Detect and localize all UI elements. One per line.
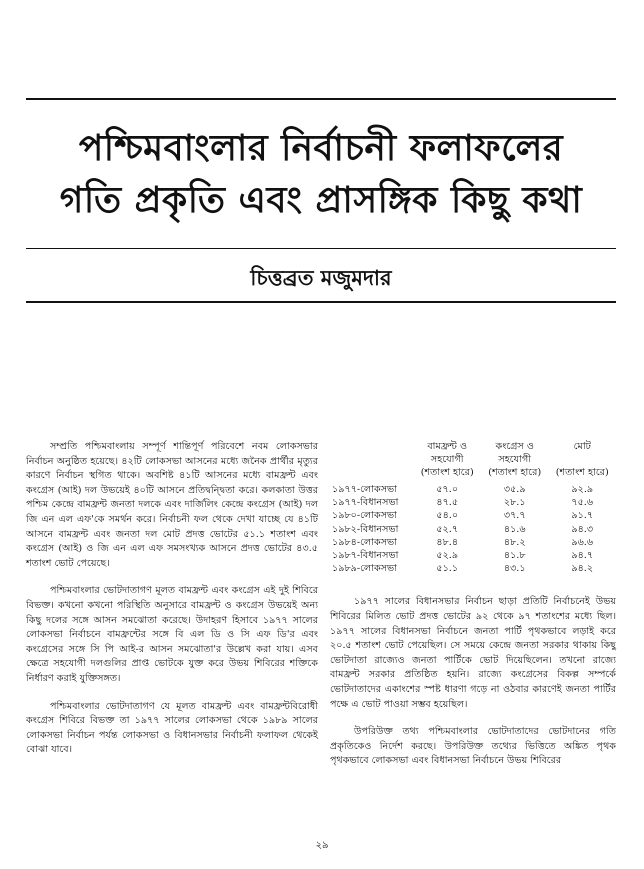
table-cell: ৯৬.৬ [571, 536, 594, 548]
table-row [330, 549, 616, 562]
right-column [330, 440, 616, 782]
top-rule [26, 98, 616, 100]
table-row [330, 562, 616, 575]
table-row [330, 483, 616, 496]
table-header-total: মোট (শতাংশ হারে) [555, 441, 609, 478]
table-cell: ৫৪.০ [436, 510, 459, 522]
table-row-label: ১৯৮৪-লোকসভা [332, 536, 397, 548]
table-cell: ২৮.১ [503, 497, 526, 509]
table-row-label: ১৯৮২-বিধানসভা [332, 523, 399, 535]
table-row [330, 536, 616, 549]
table-cell: ৪১.৬ [503, 523, 526, 535]
table-row [330, 496, 616, 509]
table-cell: ৩৫.৯ [503, 484, 526, 495]
left-paragraph: সম্প্রতি পশ্চিমবাংলায় সম্পূর্ণ শান্তিপূর্ণ পরিবেশে নবম লোকসভার নির্বাচন অনুষ্ঠিত হয়েছে। ৪২টি লোকসভা আসনের মধ্যে জনৈক প্রার্থীর মৃত্যুর কারণে নির্বাচন স্থগিত থাকে। অবশিষ্ট ৪১টি আসনের মধ্যে বামফ্রন্ট এবং কংগ্রেস (আই) দল উভয়েই ৪০টি আসনে প্রতিদ্বন্দ্বিতা করে। কলকাতা উত্তর পশ্চিম কেন্দ্রে বামফ্রন্ট জনতা দলকে এবং দার্জিলিং কেন্দ্রে কংগ্রেস (আই) দল জি এন এল এফ'কে সমর্থন করে। নির্বাচনী ফল থেকে দেখা যাচ্ছে যে ৪১টি আসনে বামফ্রন্ট এবং জনতা দল মোট প্রদত্ত ভোটের ৫১.১ শতাংশ এবং কংগ্রেস (আই) ও জি এন এল এফ সমসংখ্যক আসনে প্রদত্ত ভোটের ৪৩.৫ শতাংশ ভোট পেয়েছে। [26, 441, 318, 569]
table-cell: ৭৫.৬ [571, 497, 594, 509]
article-title [26, 122, 616, 226]
table-row [330, 509, 616, 522]
table-cell: ৪৮.২ [503, 536, 526, 548]
table-cell: ৫৭.০ [436, 484, 459, 495]
title-line-2: গতি প্রকৃতি এবং প্রাসঙ্গিক কিছু কথা [59, 179, 583, 221]
right-paragraph: ১৯৭৭ সালের বিধানসভার নির্বাচন ছাড়া প্রতিটি নির্বাচনেই উভয় শিবিরের মিলিত ভোট প্রদত্ত ভোটের ৯২ থেকে ৯৭ শতাংশের মধ্যে ছিল। ১৯৭৭ সালের বিধানসভা নির্বাচনে জনতা পার্টি পৃথকভাবে লড়াই করে ২০.৫ শতাংশ ভোট পেয়েছিল। সে সময়ে কেন্দ্রে জনতা সরকার থাকায় কিছু ভোটদাতা রাজ্যেও জনতা পার্টিকে ভোট দিয়েছিলেন। তখনো রাজ্যে বামফ্রন্ট সরকার প্রতিষ্ঠিত হয়নি। রাজ্যে কংগ্রেসের বিকল্প সম্পর্কে ভোটদাতাদের একাংশের স্পষ্ট ধারণা গড়ে না ওঠবার কারণেই জনতা পার্টির পক্ষে এ ভোট পাওয়া সম্ভব হয়েছিল। [330, 596, 616, 710]
table-row-label: ১৯৮৯-লোকসভা [332, 563, 397, 575]
table-header-row [330, 440, 616, 483]
table-cell: ৪৩.১ [503, 563, 526, 575]
right-paragraph: উপরিউক্ত তথ্য পশ্চিমবাংলার ভোটদাতাদের ভোটদানের গতি প্রকৃতিকেও নির্দেশ করছে। উপরিউক্ত তথ্যের ভিত্তিতে অঙ্কিত পৃথক পৃথকভাবে লোকসভা এবং বিধানসভা নির্বাচনে উভয় শিবিরের [330, 726, 616, 767]
table-header-blank [330, 440, 413, 483]
left-paragraph: পশ্চিমবাংলার ভোটদাতাগণ যে মূলত বামফ্রন্ট এবং বামফ্রন্টবিরোধী কংগ্রেস শিবিরে বিভক্ত তা ১৯৭৭ সালের লোকসভা থেকে ১৯৮৯ সালের লোকসভা নির্বাচন পর্যন্ত লোকসভা ও বিধানসভার নির্বাচনী ফলাফল থেকেই বোঝা যাবে। [26, 700, 318, 756]
table-cell: ৯৪.২ [571, 563, 594, 575]
table-cell: ৯১.৭ [571, 510, 594, 522]
table-cell: ৯২.৯ [571, 484, 594, 495]
table-cell: ৪১.৮ [503, 550, 526, 562]
table-cell: ৫২.৯ [436, 550, 459, 562]
title-line-1: পশ্চিমবাংলার নির্বাচনী ফলাফলের [78, 127, 564, 169]
table-cell: ৫২.৭ [436, 523, 459, 535]
table-row-label: ১৯৭৭-বিধানসভা [332, 497, 399, 509]
table-cell: ৪৮.৪ [436, 536, 459, 548]
left-column [26, 440, 318, 771]
table-cell: ৯৪.৩ [571, 523, 594, 535]
author-byline: চিত্তব্রত মজুমদার [250, 265, 392, 290]
table-cell: ৩৭.৭ [503, 510, 526, 522]
left-paragraph: পশ্চিমবাংলার ভোটদাতাগণ মূলত বামফ্রন্ট এবং কংগ্রেস এই দুই শিবিরে বিভক্ত। কখনো কখনো পরিস্থিতি অনুসারে বামফ্রন্ট ও কংগ্রেস উভয়েই অন্য কিছু দলের সঙ্গে আসন সমঝোতা করেছে। উদাহরণ হিসাবে ১৯৭৭ সালের লোকসভা নির্বাচনে বামফ্রন্টের সঙ্গে বি এল ডি ও সি এফ ডি'র এবং কংগ্রেসের সঙ্গে সি পি আই-র আসন সমঝোতা'র উল্লেখ করা যায়। এসব ক্ষেত্রে সহযোগী দলগুলির প্রাপ্ত ভোটকে যুক্ত করে উভয় শিবিরের শক্তিকে নির্ধারণ করাই যুক্তিসঙ্গত। [26, 585, 318, 684]
table-header-congress: কংগ্রেস ও সহযোগী (শতাংশ হারে) [488, 441, 542, 478]
vote-share-table [330, 440, 616, 575]
table-row-label: ১৯৮৭-বিধানসভা [332, 550, 399, 562]
table-row-label: ১৯৭৭-লোকসভা [332, 484, 397, 495]
table-row-label: ১৯৮০-লোকসভা [332, 510, 397, 522]
table-cell: ৫১.১ [436, 563, 459, 575]
table-header-leftfront: বামফ্রন্ট ও সহযোগী (শতাংশ হারে) [420, 441, 474, 478]
byline-bottom-rule [26, 301, 616, 303]
page-number: ২৯ [315, 840, 329, 851]
title-bottom-rule [26, 248, 616, 249]
table-cell: ৯৪.৭ [571, 550, 594, 562]
table-cell: ৪৭.৫ [436, 497, 459, 509]
table-row [330, 523, 616, 536]
